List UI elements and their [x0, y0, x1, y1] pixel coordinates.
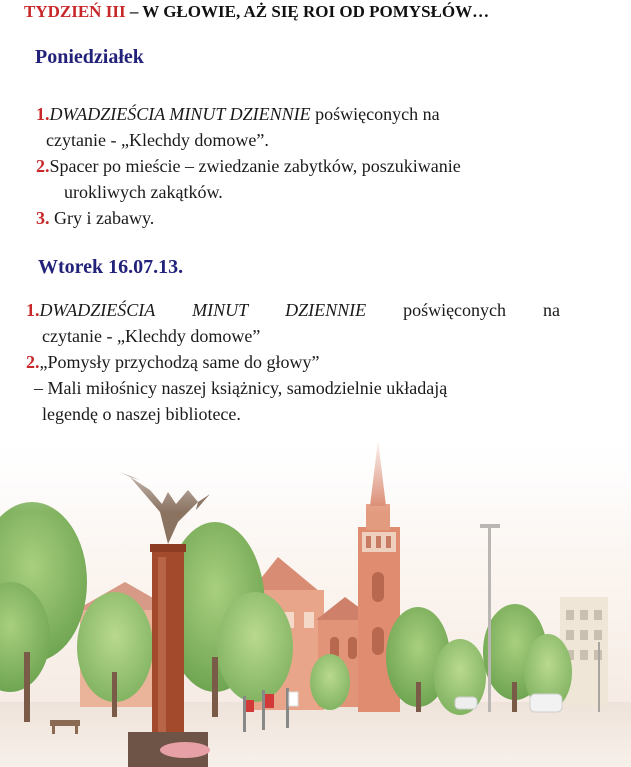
- monday-task-3: [36, 205, 596, 231]
- task-number: 1.: [36, 104, 50, 124]
- monday-task-2: [36, 153, 596, 179]
- task-number: 1.: [26, 300, 40, 320]
- tuesday-task-1-cont: [26, 323, 566, 349]
- monday-task-1-cont: [36, 127, 596, 153]
- task-lead: [26, 297, 155, 323]
- task-title-word: MINUT: [192, 300, 249, 320]
- task-title-word: DZIENNIE: [285, 300, 367, 320]
- task-text: poświęconych na: [310, 104, 440, 124]
- tuesday-task-1: [26, 297, 560, 323]
- task-text: czytanie - „Klechdy domowe”.: [46, 130, 269, 150]
- tuesday-heading: Wtorek 16.07.13.: [38, 256, 184, 278]
- task-text: urokliwych zakątków.: [64, 182, 223, 202]
- tuesday-task-2-cont2: [26, 401, 566, 427]
- task-text-word: na: [542, 300, 560, 320]
- tuesday-task-list: [26, 297, 566, 427]
- task-text: czytanie - „Klechdy domowe”: [42, 326, 261, 346]
- monday-task-1: [36, 101, 596, 127]
- task-text: legendę o naszej bibliotece.: [42, 404, 241, 424]
- task-number: 3.: [36, 208, 50, 228]
- task-text: – Mali miłośnicy naszej książnicy, samodzielnie układają: [34, 378, 448, 398]
- monday-task-list: [36, 101, 596, 231]
- task-number: 2.: [36, 156, 50, 176]
- week-theme: – W GŁOWIE, AŻ SIĘ ROI OD POMYSŁÓW…: [125, 2, 490, 21]
- tuesday-task-2-cont: [26, 375, 566, 401]
- tuesday-task-2: [26, 349, 566, 375]
- task-text: Spacer po mieście – zwiedzanie zabytków, poszukiwanie: [49, 156, 461, 176]
- week-label: TYDZIEŃ III: [24, 2, 126, 21]
- monday-task-2-cont: [36, 179, 596, 205]
- task-text: „Pomysły przychodzą same do głowy”: [39, 352, 320, 372]
- task-text: Gry i zabawy.: [49, 208, 155, 228]
- town-square-photo: [0, 432, 631, 767]
- task-title: DWADZIEŚCIA MINUT DZIENNIE: [49, 104, 311, 124]
- monday-heading: Poniedziałek: [35, 46, 144, 68]
- task-title-word: DWADZIEŚCIA: [39, 300, 156, 320]
- week-title: [24, 2, 489, 22]
- task-text-word: poświęconych: [403, 300, 507, 320]
- task-number: 2.: [26, 352, 40, 372]
